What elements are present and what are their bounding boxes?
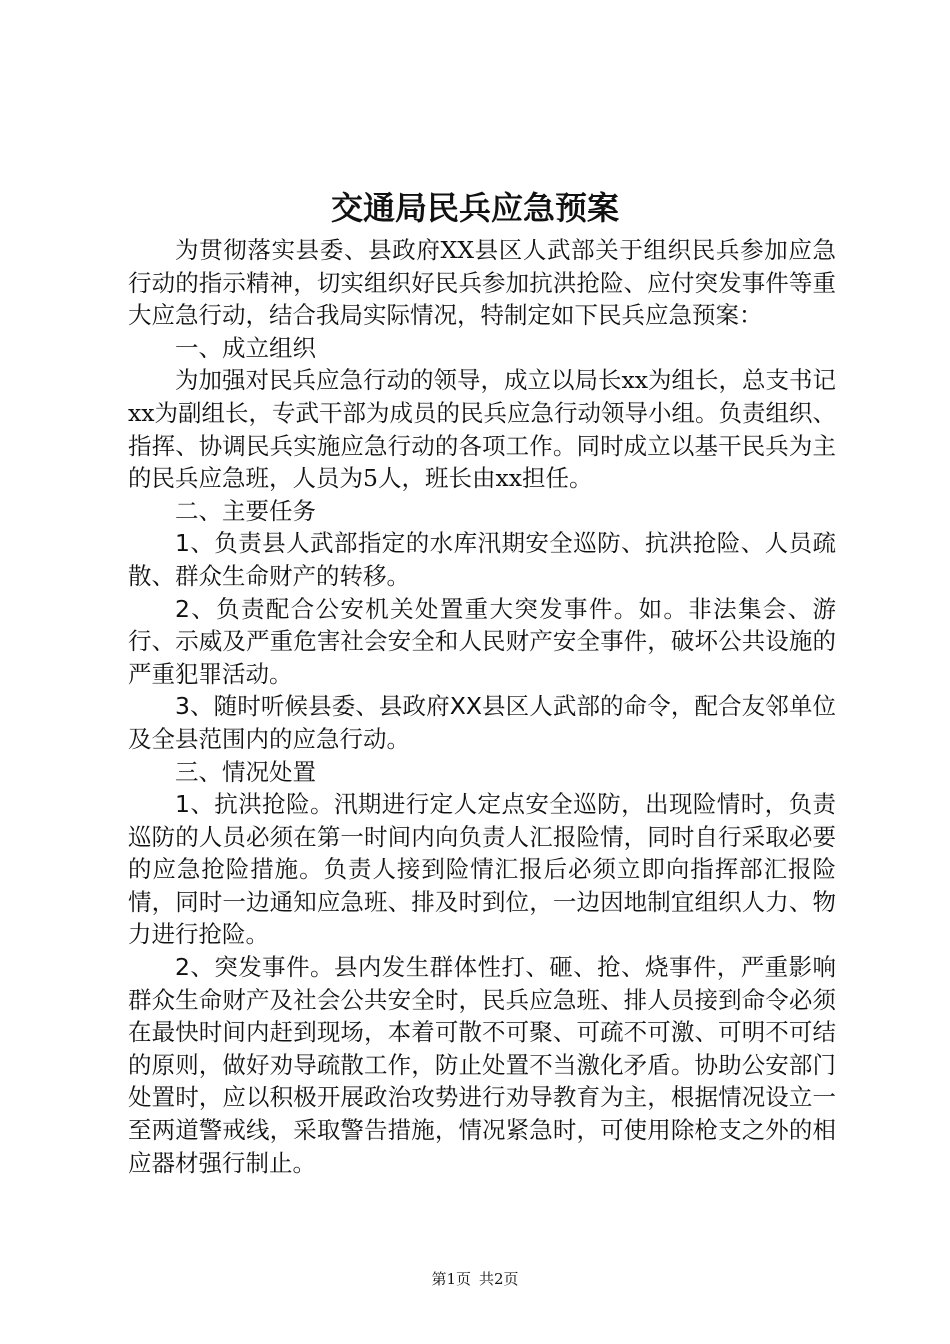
task-item-3 [128, 690, 836, 755]
task-item-2 [128, 593, 836, 691]
task-item-2-body: 如。非法集会、游行、示威及严重危害社会安全和人民财产安全事件，破坏公共设施的严重犯罪活动。 [128, 594, 836, 688]
page-number-total: 共2页 [479, 1270, 519, 1288]
page-number-current: 第1页 [431, 1270, 471, 1288]
document-body [128, 234, 836, 1179]
section-heading-tasks: 二、主要任务 [175, 496, 316, 525]
handling-item-2-body: 县内发生群体性打、砸、抢、烧事件，严重影响群众生命财产及社会公共安全时，民兵应急班、排人员接到命令必须在最快时间内赶到现场，本着可散不可聚、可疏不可激、可明不可结的原则，做好劝导疏散工作，防止处置不当激化矛盾。协助公安部门处置时，应以积极开展政治攻势进行劝导教育为主，根据情况设立一至两道警戒线，采取警告措施，情况紧急时，可使用除枪支之外的相应器材强行制止。 [128, 953, 837, 1177]
document-title: 交通局民兵应急预案 [330, 189, 619, 227]
page-footer [0, 1268, 950, 1290]
task-item-3-lead: 3、随时听候县委、县政府XX县区人武部的命令，配合友邻单位及全县范围内的应急行动。 [128, 692, 836, 753]
section-heading-organization: 一、成立组织 [175, 333, 316, 362]
handling-item-1 [128, 788, 836, 951]
section-organization-paragraph: 为加强对民兵应急行动的领导，成立以局长xx为组长，总支书记xx为副组长，专武干部为成员的民兵应急行动领导小组。负责组织、指挥、协调民兵实施应急行动的各项工作。同时成立以基干民兵为主的民兵应急班，人员为5人，班长由xx担任。 [128, 366, 837, 493]
section-heading-handling: 三、情况处置 [175, 757, 316, 786]
handling-item-1-body: 汛期进行定人定点安全巡防，出现险情时，负责巡防的人员必须在第一时间内向负责人汇报险情，同时自行采取必要的应急抢险措施。负责人接到险情汇报后必须立即向指挥部汇报险情，同时一边通知应急班、排及时到位，一边因地制宜组织人力、物力进行抢险。 [128, 790, 837, 949]
handling-item-2-lead: 2、突发事件。 [175, 953, 334, 982]
intro-paragraph: 为贯彻落实县委、县政府XX县区人武部关于组织民兵参加应急行动的指示精神，切实组织好民兵参加抗洪抢险、应付突发事件等重大应急行动，结合我局实际情况，特制定如下民兵应急预案： [128, 236, 836, 330]
task-item-1 [128, 527, 836, 592]
handling-item-1-lead: 1、抗洪抢险。 [175, 790, 334, 819]
handling-item-2 [128, 951, 836, 1179]
task-item-1-lead: 1、负责县人武部指定的水库汛期安全巡防、抗洪抢险、人员疏散、群众生命财产的转移。 [128, 529, 836, 590]
task-item-2-lead: 2、负责配合公安机关处置重大突发事件。 [175, 594, 639, 623]
